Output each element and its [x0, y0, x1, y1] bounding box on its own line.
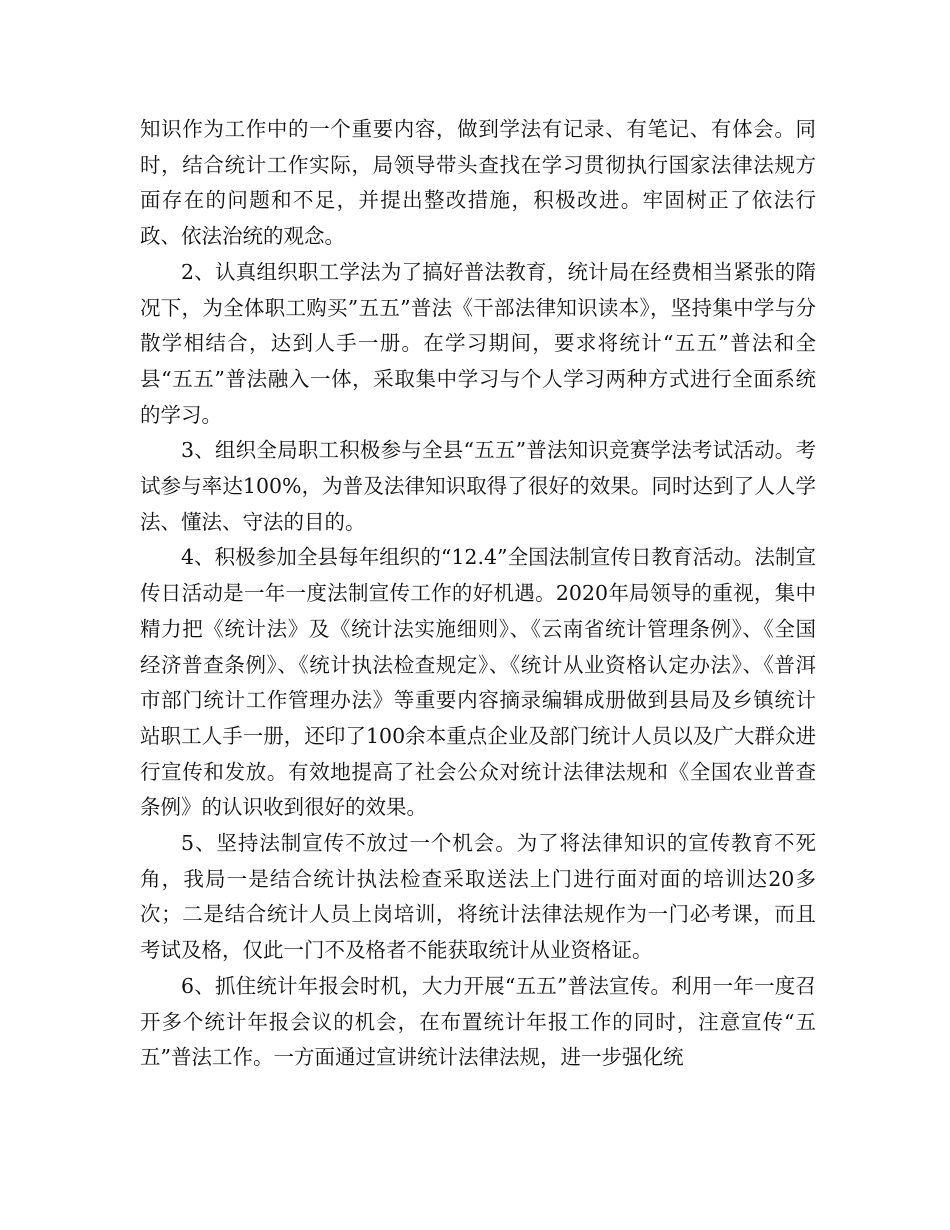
paragraph-item-6: 6、抓住统计年报会时机，大力开展“五五”普法宣传。利用一年一度召开多个统计年报会议的机会，在布置统计年报工作的同时，注意宣传“五五”普法工作。一方面通过宣讲统计法律法规，进一步强化统 [140, 973, 816, 1070]
paragraph-item-4: 4、积极参加全县每年组织的“12.4”全国法制宣传日教育活动。法制宣传日活动是一年一度法制宣传工作的好机遇。2020年局领导的重视，集中精力把《统计法》及《统计法实施细则》、《云南省统计管理条例》、《全国经济普查条例》、《统计执法检查规定》、《统计从业资格认定办法》、《普洱市部门统计工作管理办法》等重要内容摘录编辑成册做到县局及乡镇统计站职工人手一册，还印了100余本重点企业及部门统计人员以及广大群众进行宣传和发放。有效地提高了社会公众对统计法律法规和《全国农业普查条例》的认识收到很好的效果。 [140, 545, 816, 820]
paragraph-item-3: 3、组织全局职工积极参与全县“五五”普法知识竞赛学法考试活动。考试参与率达100%，为普及法律知识取得了很好的效果。同时达到了人人学法、懂法、守法的目的。 [140, 438, 816, 534]
paragraph-item-2: 2、认真组织职工学法为了搞好普法教育，统计局在经费相当紧张的隋况下，为全体职工购买”五五”普法《干部法律知识读本》，坚持集中学与分散学相结合，达到人手一册。在学习期间，要求将统计“五五”普法和全县“五五”普法融入一体，采取集中学习与个人学习两种方式进行全面系统的学习。 [140, 259, 816, 427]
paragraph-item-5: 5、坚持法制宣传不放过一个机会。为了将法律知识的宣传教育不死角，我局一是结合统计执法检查采取送法上门进行面对面的培训达20多次；二是结合统计人员上岗培训，将统计法律法规作为一门必考课，而且考试及格，仅此一门不及格者不能获取统计从业资格证。 [140, 831, 816, 963]
paragraph-continuation: 知识作为工作中的一个重要内容，做到学法有记录、有笔记、有体会。同时，结合统计工作实际，局领导带头查找在学习贯彻执行国家法律法规方面存在的问题和不足，并提出整改措施，积极改进。牢固树正了依法行政、依法治统的观念。 [140, 117, 816, 249]
document-page [140, 112, 816, 1076]
